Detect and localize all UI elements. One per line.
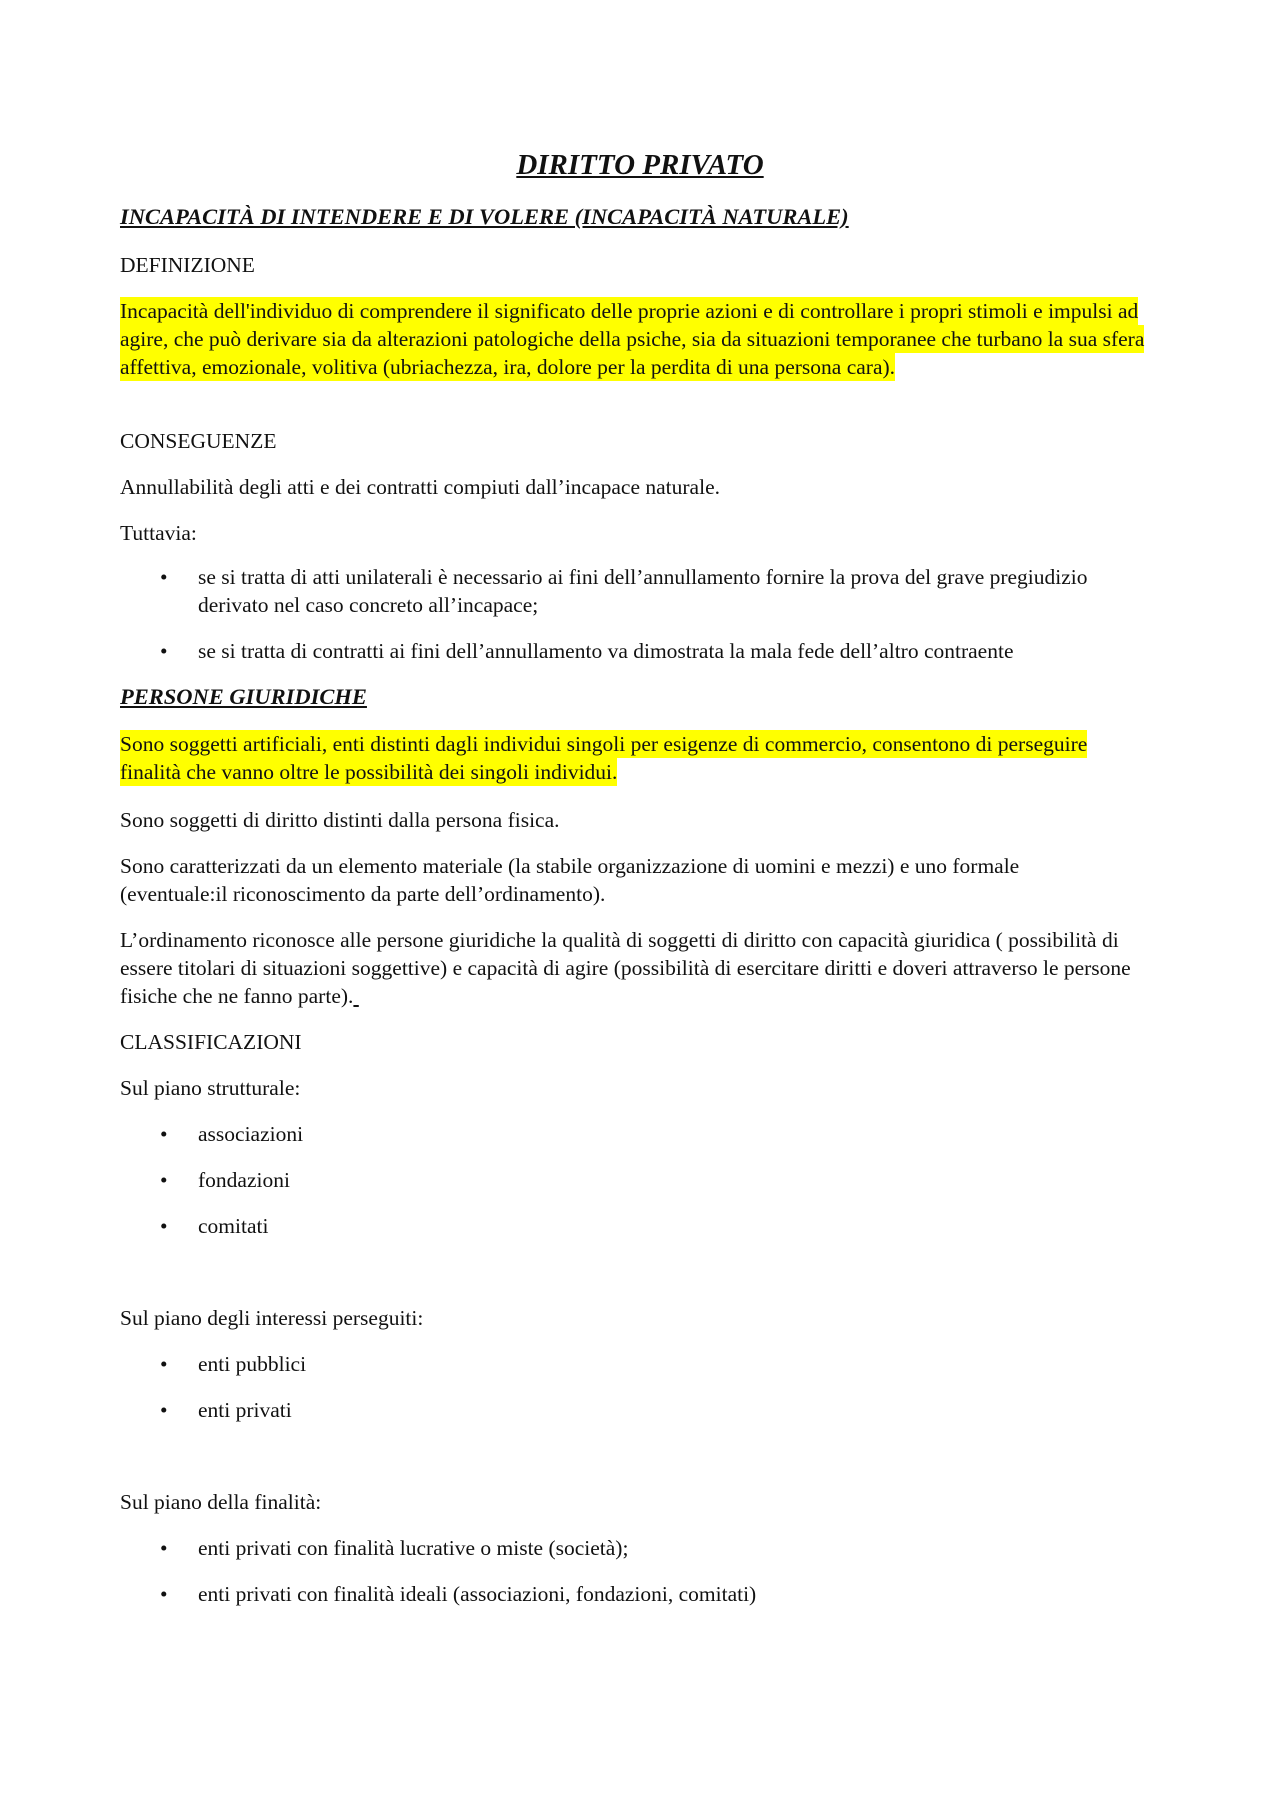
structural-label: Sul piano strutturale: [120,1076,301,1100]
bullet-icon: • [160,1122,168,1146]
paragraph-text: L’ordinamento riconosce alle persone giuridiche la qualità di soggetti di diritto con capacità giuridica ( possibilità di essere titolari di situazioni soggettive) e capacità di agire (possibilità di esercitare diritti e doveri attraverso le persone fisiche che ne fanno parte). [120,928,1131,1008]
section-heading-persone-giuridiche: PERSONE GIURIDICHE [120,684,367,709]
list-item-text: enti privati con finalità ideali (associazioni, fondazioni, comitati) [198,1582,757,1606]
list-item-text: enti privati [198,1398,292,1422]
bullet-icon: • [160,1582,168,1606]
document-title: DIRITTO PRIVATO [516,149,764,181]
definition-label: DEFINIZIONE [120,253,255,277]
list-item-text: enti pubblici [198,1352,307,1376]
interests-label: Sul piano degli interessi perseguiti: [120,1306,424,1330]
bullet-icon: • [160,1168,168,1192]
bullet-icon: • [160,1398,168,1422]
however-label: Tuttavia: [120,521,197,545]
list-item-text: fondazioni [198,1168,290,1192]
underline-mark [353,984,358,1008]
definition-paragraph [120,297,1150,381]
list-item-text: enti privati con finalità lucrative o miste (società); [198,1536,629,1560]
bullet-icon: • [160,565,168,589]
intro-highlighted-text: Sono soggetti artificiali, enti distinti dagli individui singoli per esigenze di commercio, consentono di perseguire finalità che vanno oltre le possibilità dei singoli individui. [120,732,1088,784]
classifications-label: CLASSIFICAZIONI [120,1030,302,1054]
bullet-icon: • [160,639,168,663]
list-item-text: comitati [198,1214,269,1238]
bullet-icon: • [160,1536,168,1560]
consequences-label: CONSEGUENZE [120,429,277,453]
paragraph: Sono caratterizzati da un elemento materiale (la stabile organizzazione di uomini e mezzi) e uno formale (eventuale:il riconoscimento da parte dell’ordinamento). [120,854,1020,906]
paragraph [120,926,1140,1010]
purpose-label: Sul piano della finalità: [120,1490,322,1514]
bullet-icon: • [160,1352,168,1376]
list-item-text: associazioni [198,1122,304,1146]
persone-giuridiche-intro [120,730,1120,786]
list-item-text: se si tratta di atti unilaterali è necessario ai fini dell’annullamento fornire la prova del grave pregiudizio derivato nel caso concreto all’incapace; [198,565,1088,617]
bullet-icon: • [160,1214,168,1238]
list-item-text: se si tratta di contratti ai fini dell’annullamento va dimostrata la mala fede dell’altro contraente [198,639,1014,663]
definition-highlighted-text: Incapacità dell'individuo di comprendere il significato delle proprie azioni e di controllare i propri stimoli e impulsi ad agire, che può derivare sia da alterazioni patologiche della psiche, sia da situazioni temporanee che turbano la sua sfera affettiva, emozionale, volitiva (ubriachezza, ira, dolore per la perdita di una persona cara). [120,299,1145,379]
paragraph: Sono soggetti di diritto distinti dalla persona fisica. [120,808,560,832]
consequences-paragraph: Annullabilità degli atti e dei contratti compiuti dall’incapace naturale. [120,475,720,499]
section-heading-incapacita: INCAPACITÀ DI INTENDERE E DI VOLERE (INCAPACITÀ NATURALE) [120,204,849,229]
